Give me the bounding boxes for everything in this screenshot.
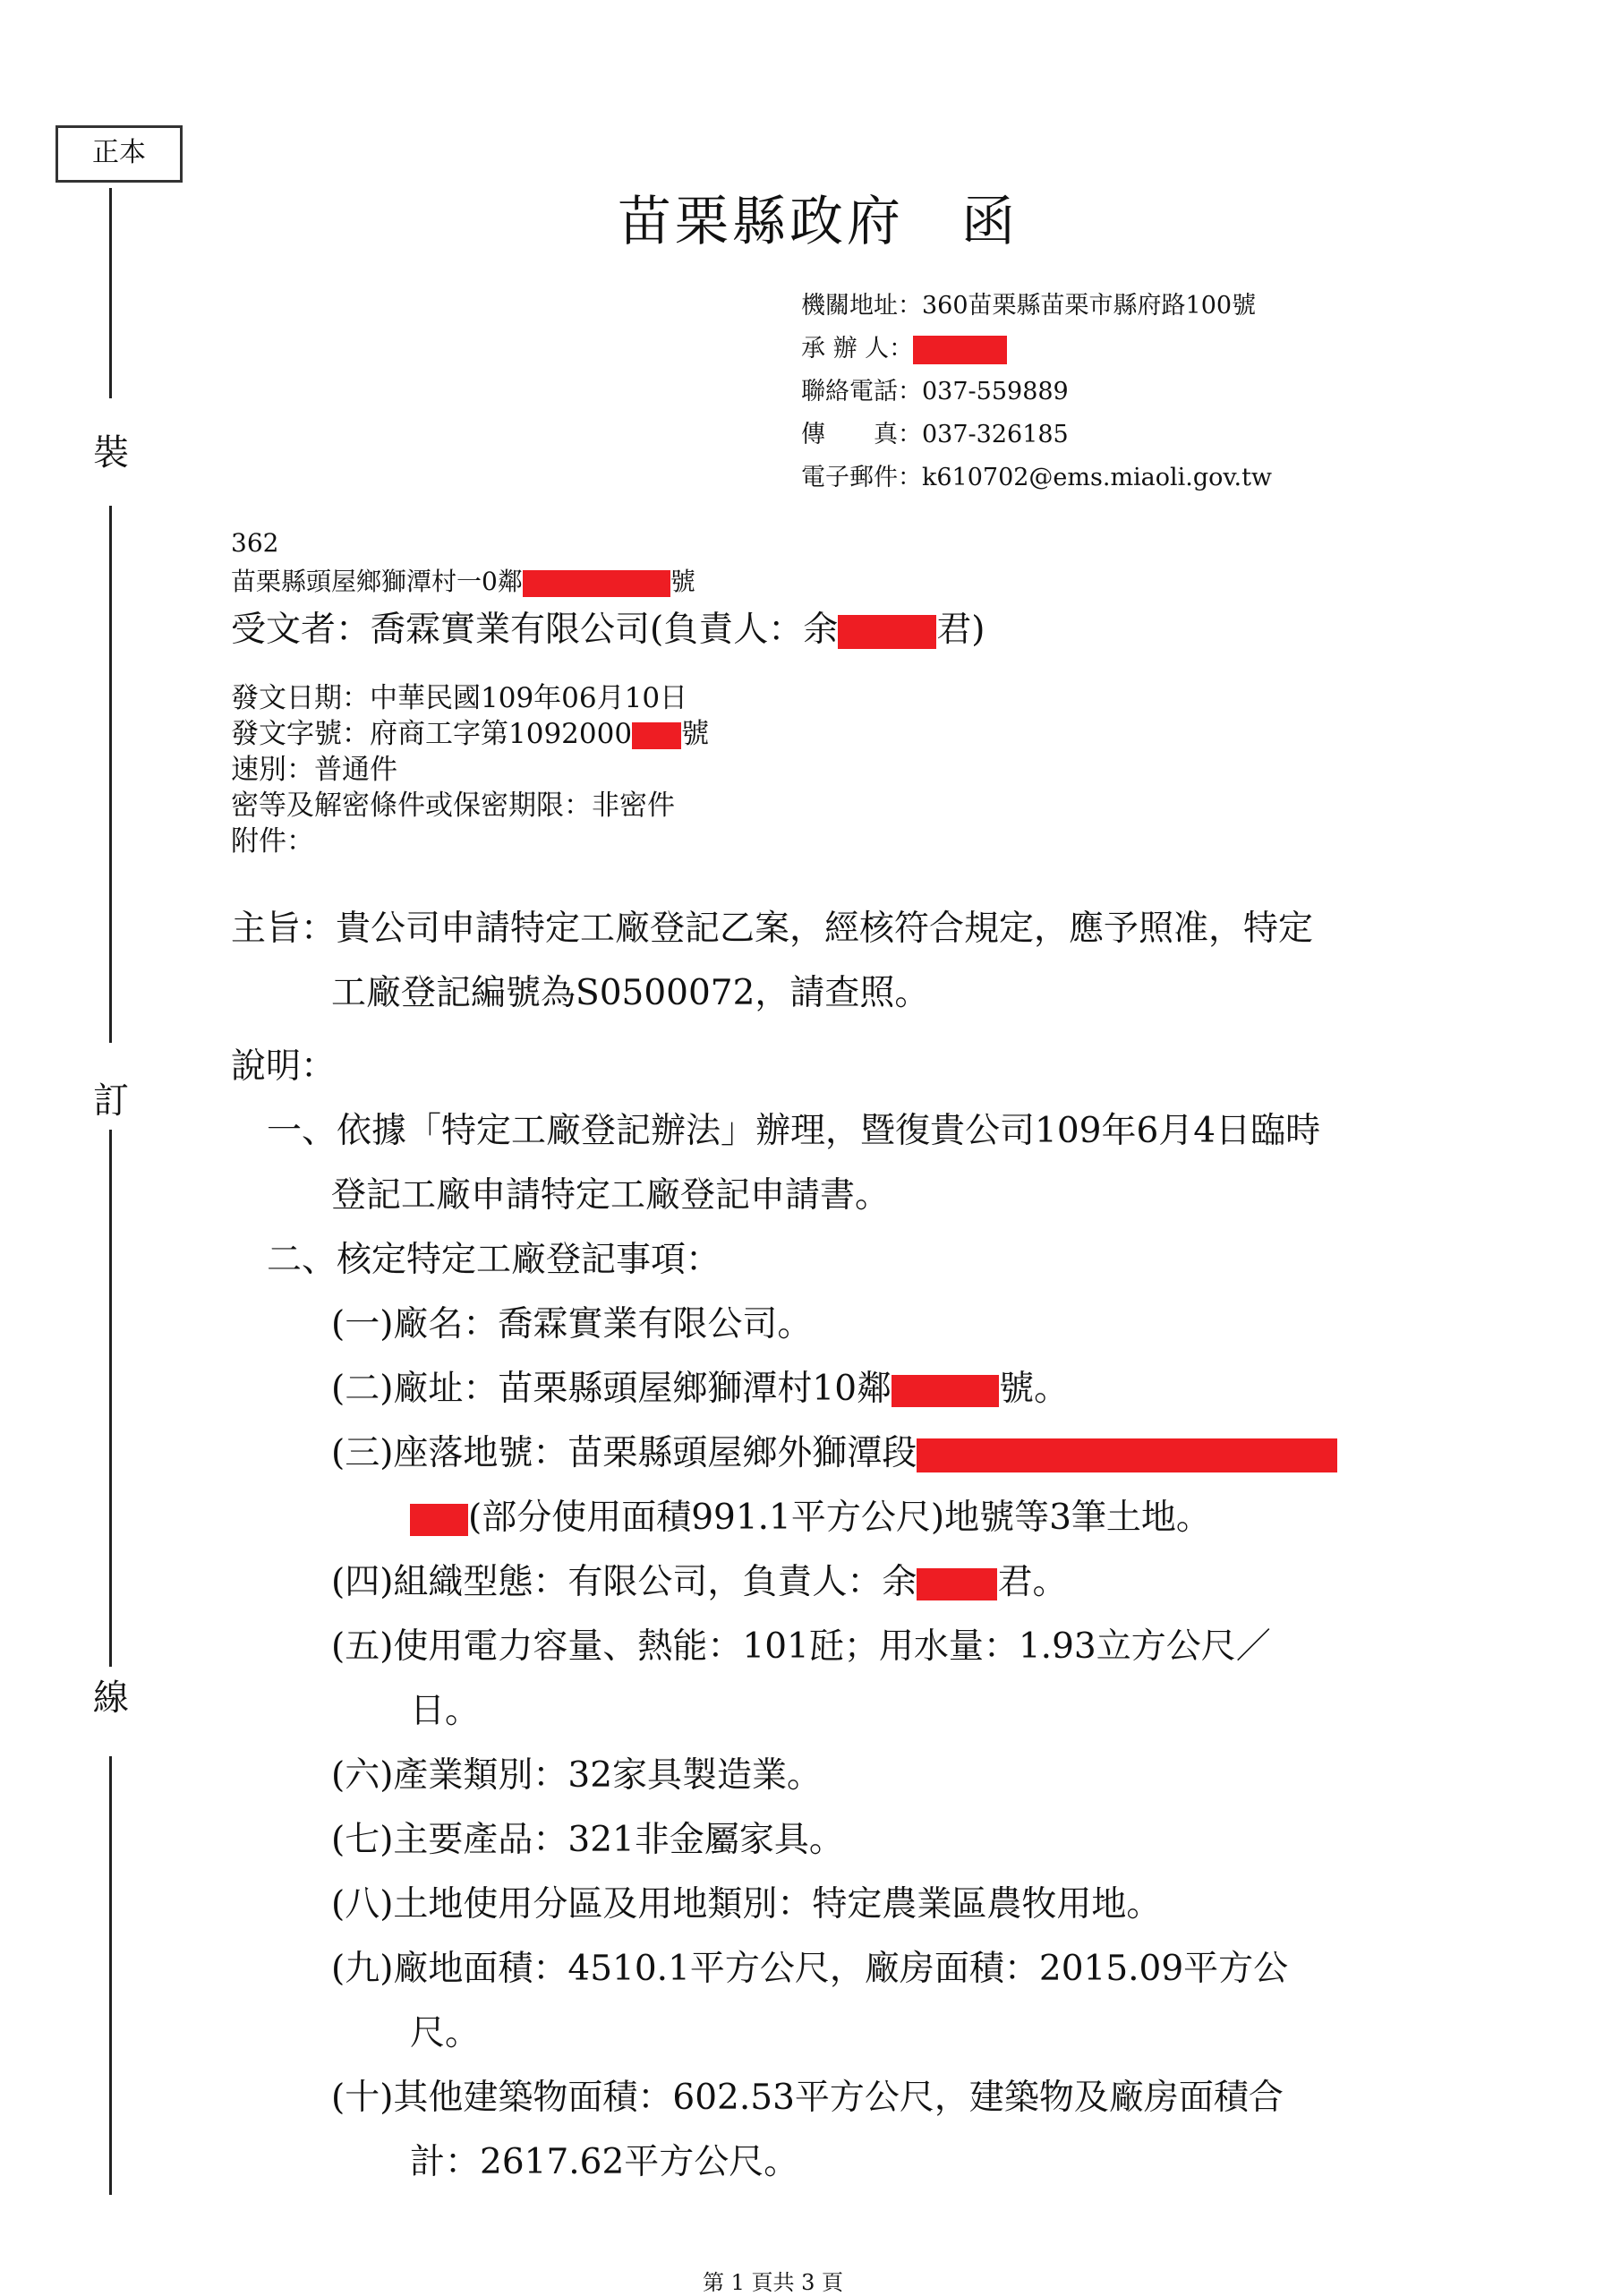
agency-fax: 傳 真：037-326185 bbox=[801, 421, 1069, 448]
binding-rail bbox=[109, 506, 112, 1043]
delivery-speed: 速別：普通件 bbox=[231, 754, 397, 786]
document-info bbox=[231, 680, 709, 859]
redaction-block bbox=[917, 1438, 1337, 1472]
building-area-cont: 計：2617.62平方公尺。 bbox=[410, 2142, 799, 2182]
agency-handler: 承 辦 人： bbox=[801, 328, 1272, 371]
redaction-block bbox=[838, 615, 936, 649]
attachments: 附件： bbox=[231, 825, 314, 858]
organization-type: (四)組織型態：有限公司，負責人：余 君。 bbox=[331, 1562, 1068, 1602]
subject-line-2: 工廠登記編號為S0500072，請查照。 bbox=[331, 973, 930, 1013]
document-title: 苗栗縣政府 函 bbox=[618, 191, 1019, 253]
redaction-block bbox=[892, 1375, 999, 1407]
land-zoning: (八)土地使用分區及用地類別：特定農業區農牧用地。 bbox=[331, 1884, 1162, 1925]
recipient-postal-code: 362 bbox=[231, 528, 279, 558]
document-number: 發文字號：府商工字第1092000 號 bbox=[231, 718, 710, 750]
redaction-block bbox=[913, 336, 1007, 364]
land-number-cont: (部分使用面積991.1平方公尺)地號等3筆土地。 bbox=[231, 1486, 1337, 1550]
explanation-item-2: 二、核定特定工廠登記事項： bbox=[267, 1240, 721, 1280]
main-product: (七)主要產品：321非金屬家具。 bbox=[331, 1820, 844, 1860]
agency-phone: 聯絡電話：037-559889 bbox=[801, 378, 1069, 405]
redaction-block bbox=[632, 722, 681, 749]
binding-label-staple: 訂 bbox=[93, 1080, 129, 1122]
agency-info bbox=[801, 285, 1272, 499]
building-area: (十)其他建築物面積：602.53平方公尺，建築物及廠房面積合 bbox=[331, 2078, 1284, 2118]
site-area-cont: 尺。 bbox=[410, 2013, 481, 2053]
binding-label-line: 線 bbox=[93, 1677, 129, 1719]
explanation-item-1: 一、依據「特定工廠登記辦法」辦理，暨復貴公司109年6月4日臨時 bbox=[267, 1111, 1321, 1151]
subject-line-1: 主旨：貴公司申請特定工廠登記乙案，經核符合規定，應予照准，特定 bbox=[231, 909, 1314, 949]
factory-name: (一)廠名：喬霖實業有限公司。 bbox=[331, 1304, 813, 1344]
issue-date: 發文日期：中華民國109年06月10日 bbox=[231, 682, 688, 714]
land-number: (三)座落地號：苗栗縣頭屋鄉外獅潭段 bbox=[231, 1421, 1337, 1486]
power-water-usage: (五)使用電力容量、熱能：101瓩；用水量：1.93立方公尺／ bbox=[331, 1626, 1271, 1667]
binding-label-bind: 裝 bbox=[93, 432, 129, 474]
factory-address: (二)廠址：苗栗縣頭屋鄉獅潭村10鄰 號。 bbox=[331, 1369, 1070, 1409]
explanation-heading: 說明： bbox=[231, 1046, 337, 1087]
subject bbox=[231, 897, 1313, 1026]
recipient-line: 受文者：喬霖實業有限公司(負責人：余 君) bbox=[231, 610, 985, 650]
redaction-block bbox=[917, 1568, 997, 1600]
explanation-item-1-cont: 登記工廠申請特定工廠登記申請書。 bbox=[331, 1175, 891, 1216]
agency-address: 機關地址：360苗栗縣苗栗市縣府路100號 bbox=[801, 292, 1257, 320]
site-area: (九)廠地面積：4510.1平方公尺，廠房面積：2015.09平方公 bbox=[331, 1949, 1289, 1989]
binding-rail bbox=[109, 1130, 112, 1667]
redaction-block bbox=[410, 1504, 468, 1536]
redaction-block bbox=[523, 570, 670, 597]
page-number: 第 1 頁共 3 頁 bbox=[703, 2270, 844, 2295]
binding-rail bbox=[109, 1756, 112, 2195]
recipient-address: 苗栗縣頭屋鄉獅潭村一0鄰 號 bbox=[231, 567, 695, 596]
explanation bbox=[231, 1035, 1337, 2195]
secrecy-level: 密等及解密條件或保密期限：非密件 bbox=[231, 790, 675, 822]
binding-rail bbox=[109, 188, 112, 398]
industry-category: (六)產業類別：32家具製造業。 bbox=[331, 1755, 823, 1796]
original-copy-stamp: 正本 bbox=[55, 125, 183, 183]
agency-email: 電子郵件：k610702@ems.miaoli.gov.tw bbox=[801, 464, 1273, 491]
power-water-usage-cont: 日。 bbox=[410, 1691, 481, 1731]
